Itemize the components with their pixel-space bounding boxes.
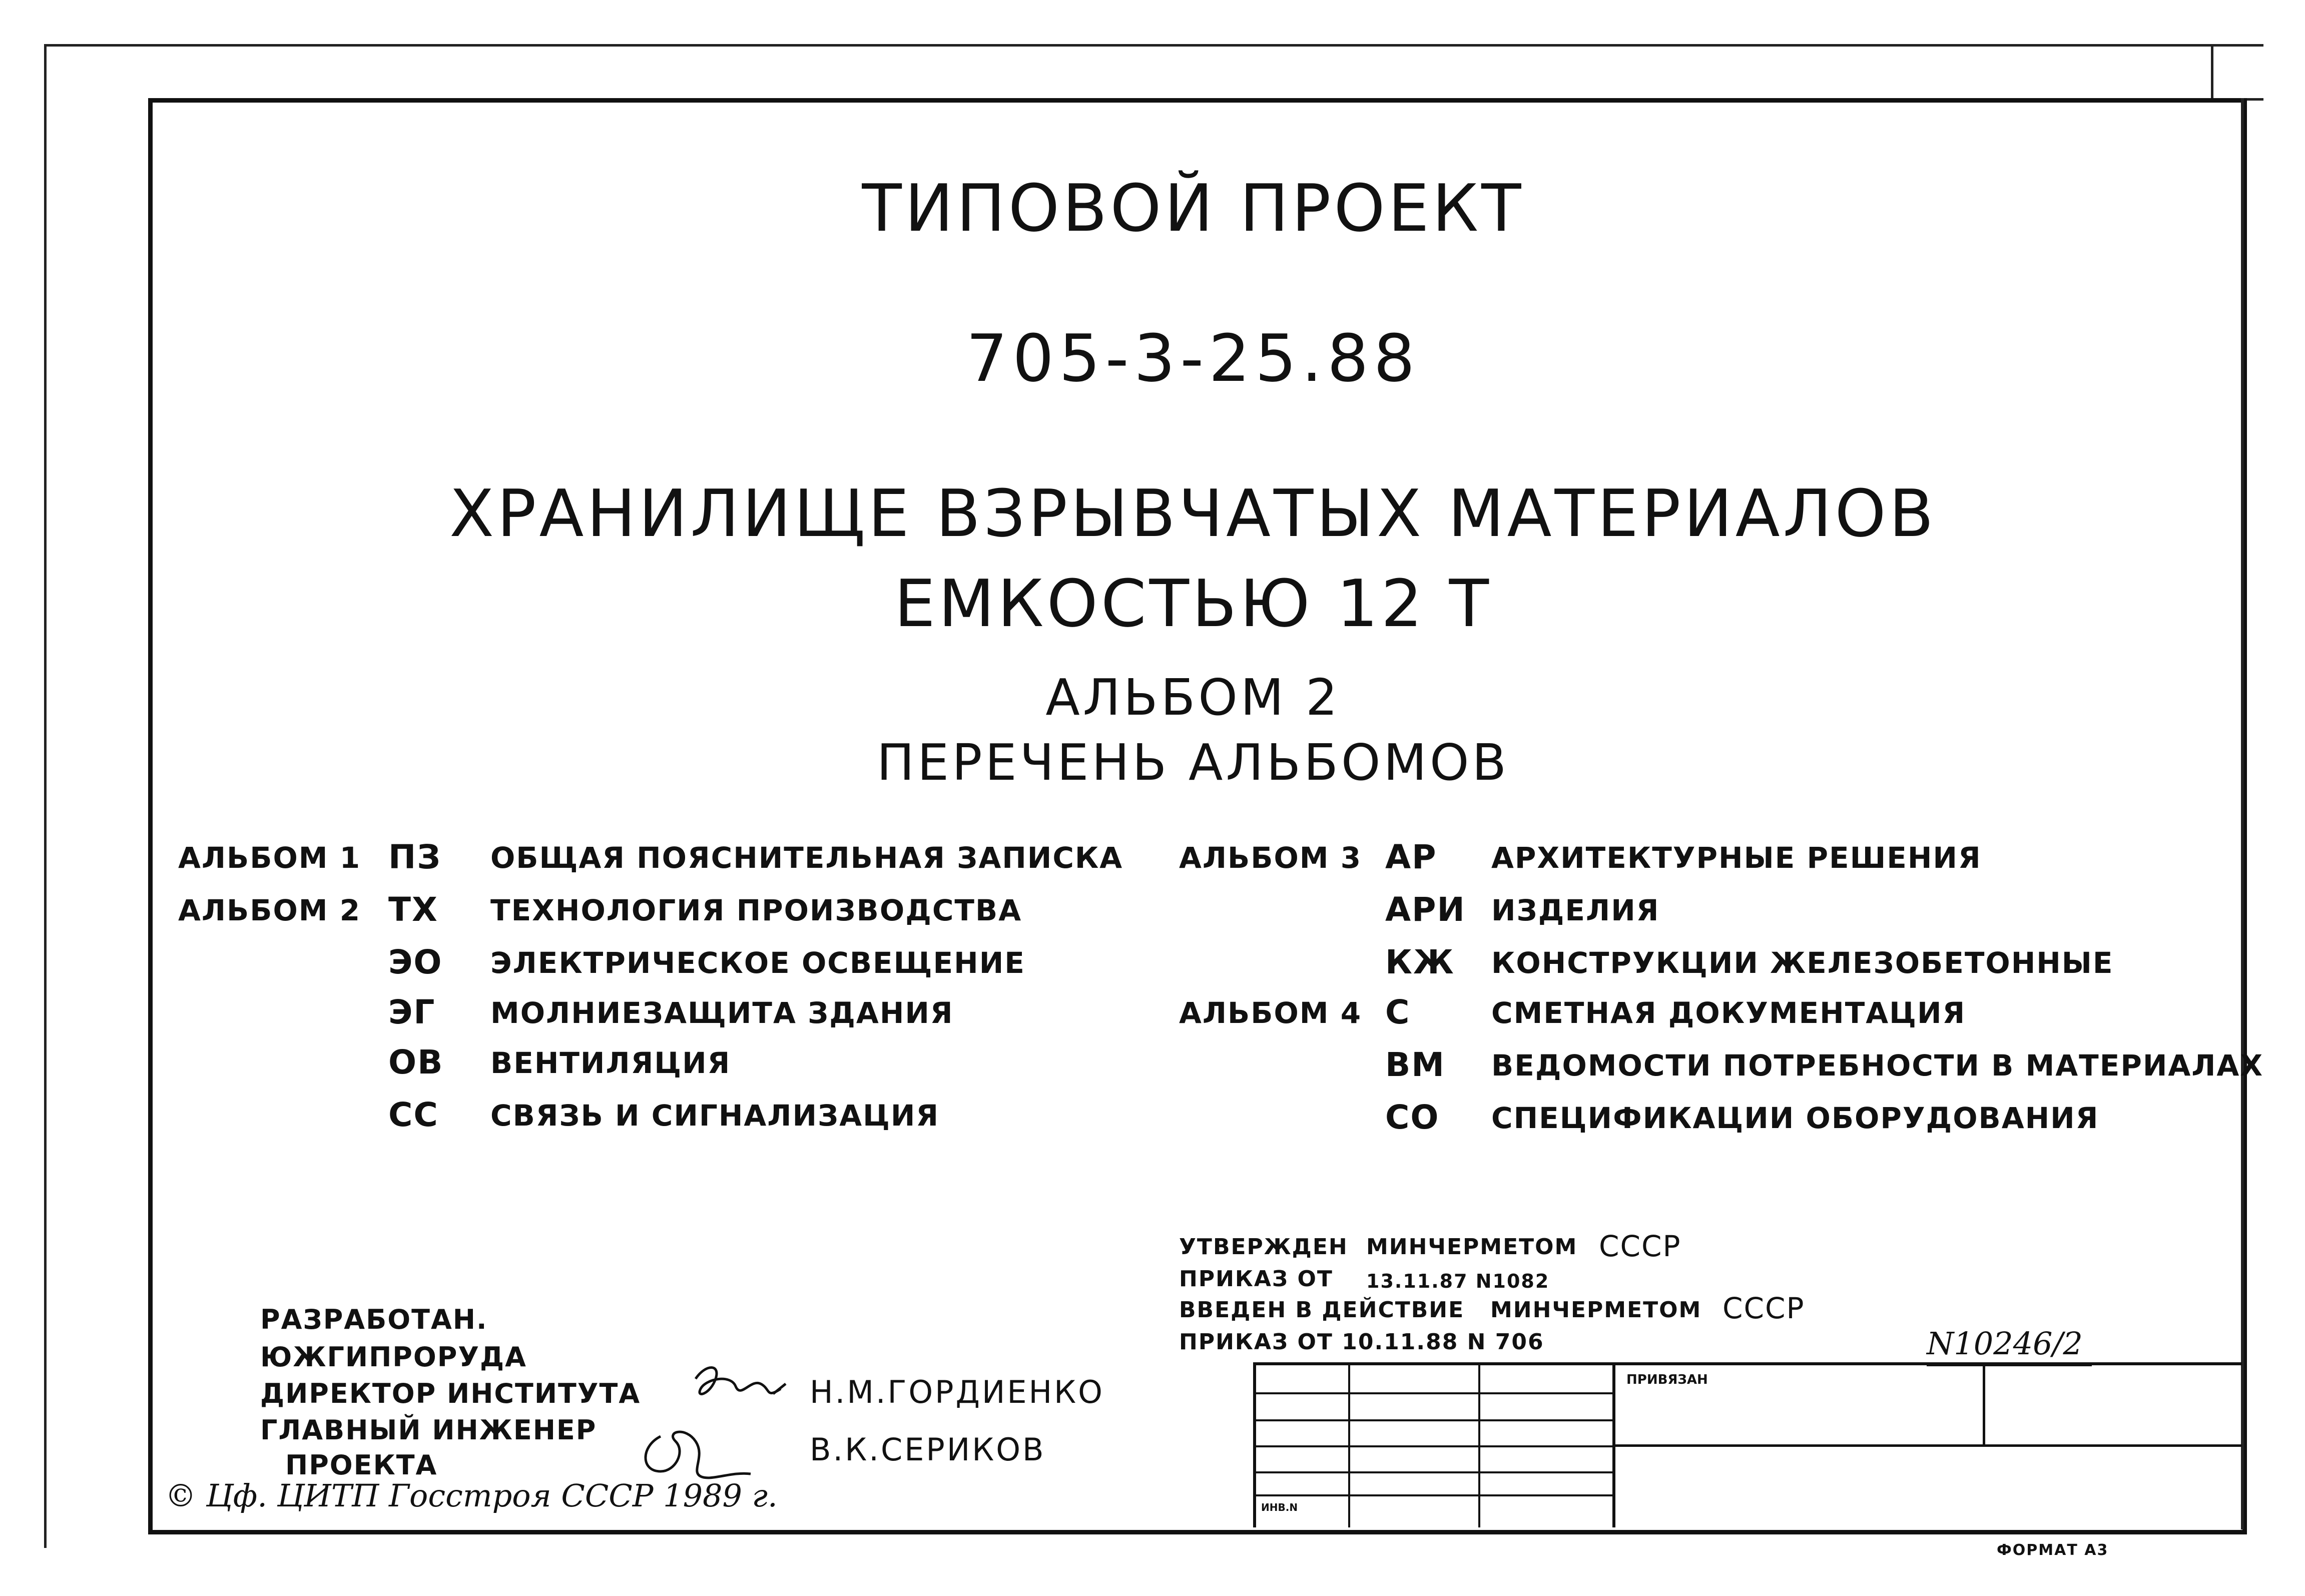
grid-line xyxy=(1253,1362,1256,1527)
album-code: АРИ xyxy=(1385,890,1466,929)
order2: ПРИКАЗ ОТ 10.11.88 N 706 xyxy=(1179,1329,1544,1355)
developed-label: РАЗРАБОТАН. xyxy=(260,1304,488,1335)
approved-by: МИНЧЕРМЕТОМ xyxy=(1366,1234,1578,1260)
album-label: АЛЬБОМ 2 xyxy=(178,893,361,927)
album-desc: СВЯЗЬ И СИГНАЛИЗАЦИЯ xyxy=(490,1099,940,1133)
grid-line xyxy=(1348,1362,1350,1527)
album-label: АЛЬБОМ 4 xyxy=(1179,996,1362,1030)
album-desc: ИЗДЕЛИЯ xyxy=(1491,893,1660,927)
album-code: ВМ xyxy=(1385,1045,1445,1084)
album-desc: СМЕТНАЯ ДОКУМЕНТАЦИЯ xyxy=(1491,996,1966,1030)
engineer-name: В.К.СЕРИКОВ xyxy=(810,1431,1046,1468)
album-desc: ОБЩАЯ ПОЯСНИТЕЛЬНАЯ ЗАПИСКА xyxy=(490,841,1123,875)
developer-org: ЮЖГИПРОРУДА xyxy=(260,1341,527,1373)
album-code: ОВ xyxy=(388,1043,444,1082)
grid-line xyxy=(1253,1362,2242,1365)
engineer-label-2: ПРОЕКТА xyxy=(285,1449,438,1481)
project-name-line2: ЕМКОСТЬЮ 12 Т xyxy=(894,566,1492,642)
album-desc: ВЕДОМОСТИ ПОТРЕБНОСТИ В МАТЕРИАЛАХ xyxy=(1491,1048,2264,1083)
director-signature xyxy=(686,1359,801,1414)
director-label: ДИРЕКТОР ИНСТИТУТА xyxy=(260,1378,641,1409)
album-code: СО xyxy=(1385,1098,1440,1137)
album-desc: ТЕХНОЛОГИЯ ПРОИЗВОДСТВА xyxy=(490,893,1022,927)
project-type: ТИПОВОЙ ПРОЕКТ xyxy=(862,170,1524,246)
album-list-title: ПЕРЕЧЕНЬ АЛЬБОМОВ xyxy=(876,733,1510,792)
enacted-label: ВВЕДЕН В ДЕЙСТВИЕ xyxy=(1179,1297,1465,1323)
project-number: 705-3-25.88 xyxy=(966,320,1420,396)
order1-label: ПРИКАЗ ОТ xyxy=(1179,1266,1333,1292)
album-code: ПЗ xyxy=(388,838,442,876)
copyright-note: © Цф. ЦИТП Госстроя СССР 1989 г. xyxy=(165,1477,778,1514)
right-edge-line xyxy=(2241,98,2244,1529)
enacted-country: СССР xyxy=(1722,1291,1805,1325)
format-label: ФОРМАТ А3 xyxy=(1997,1541,2109,1559)
inv-label: ИНВ.N xyxy=(1261,1501,1298,1513)
album-desc: ВЕНТИЛЯЦИЯ xyxy=(490,1046,731,1080)
album-code: С xyxy=(1385,993,1411,1031)
approved-label: УТВЕРЖДЕН xyxy=(1179,1234,1348,1260)
director-name: Н.М.ГОРДИЕНКО xyxy=(810,1374,1104,1410)
album-desc: АРХИТЕКТУРНЫЕ РЕШЕНИЯ xyxy=(1491,841,1982,875)
grid-line xyxy=(1253,1445,1613,1447)
approved-country: СССР xyxy=(1599,1229,1681,1263)
grid-line xyxy=(1612,1444,2242,1447)
grid-line xyxy=(1983,1362,1985,1445)
album-desc: ЭЛЕКТРИЧЕСКОЕ ОСВЕЩЕНИЕ xyxy=(490,946,1025,980)
grid-line xyxy=(1478,1362,1480,1527)
album-label: АЛЬБОМ 1 xyxy=(178,841,361,875)
album-code: КЖ xyxy=(1385,943,1455,981)
album-desc: СПЕЦИФИКАЦИИ ОБОРУДОВАНИЯ xyxy=(1491,1101,2099,1135)
album-code: СС xyxy=(388,1096,439,1134)
bound-label: ПРИВЯЗАН xyxy=(1626,1372,1708,1387)
grid-line xyxy=(1253,1419,1613,1421)
inventory-number: N10246/2 xyxy=(1927,1325,2083,1362)
grid-line xyxy=(1253,1494,1613,1496)
grid-line xyxy=(1253,1392,1613,1394)
album-code: ЭГ xyxy=(388,993,436,1031)
album-code: ТХ xyxy=(388,890,438,929)
album-code: АР xyxy=(1385,838,1437,876)
album-title: АЛЬБОМ 2 xyxy=(1045,668,1341,727)
order1-value: 13.11.87 N1082 xyxy=(1366,1270,1550,1292)
engineer-label: ГЛАВНЫЙ ИНЖЕНЕР xyxy=(260,1414,597,1446)
enacted-by: МИНЧЕРМЕТОМ xyxy=(1490,1297,1702,1323)
album-desc: МОЛНИЕЗАЩИТА ЗДАНИЯ xyxy=(490,996,954,1030)
album-desc: КОНСТРУКЦИИ ЖЕЛЕЗОБЕТОННЫЕ xyxy=(1491,946,2114,980)
album-code: ЭО xyxy=(388,943,443,981)
project-name-line1: ХРАНИЛИЩЕ ВЗРЫВЧАТЫХ МАТЕРИАЛОВ xyxy=(449,475,1937,552)
grid-line xyxy=(1253,1471,1613,1473)
corner-box xyxy=(2211,44,2263,101)
album-label: АЛЬБОМ 3 xyxy=(1179,841,1362,875)
